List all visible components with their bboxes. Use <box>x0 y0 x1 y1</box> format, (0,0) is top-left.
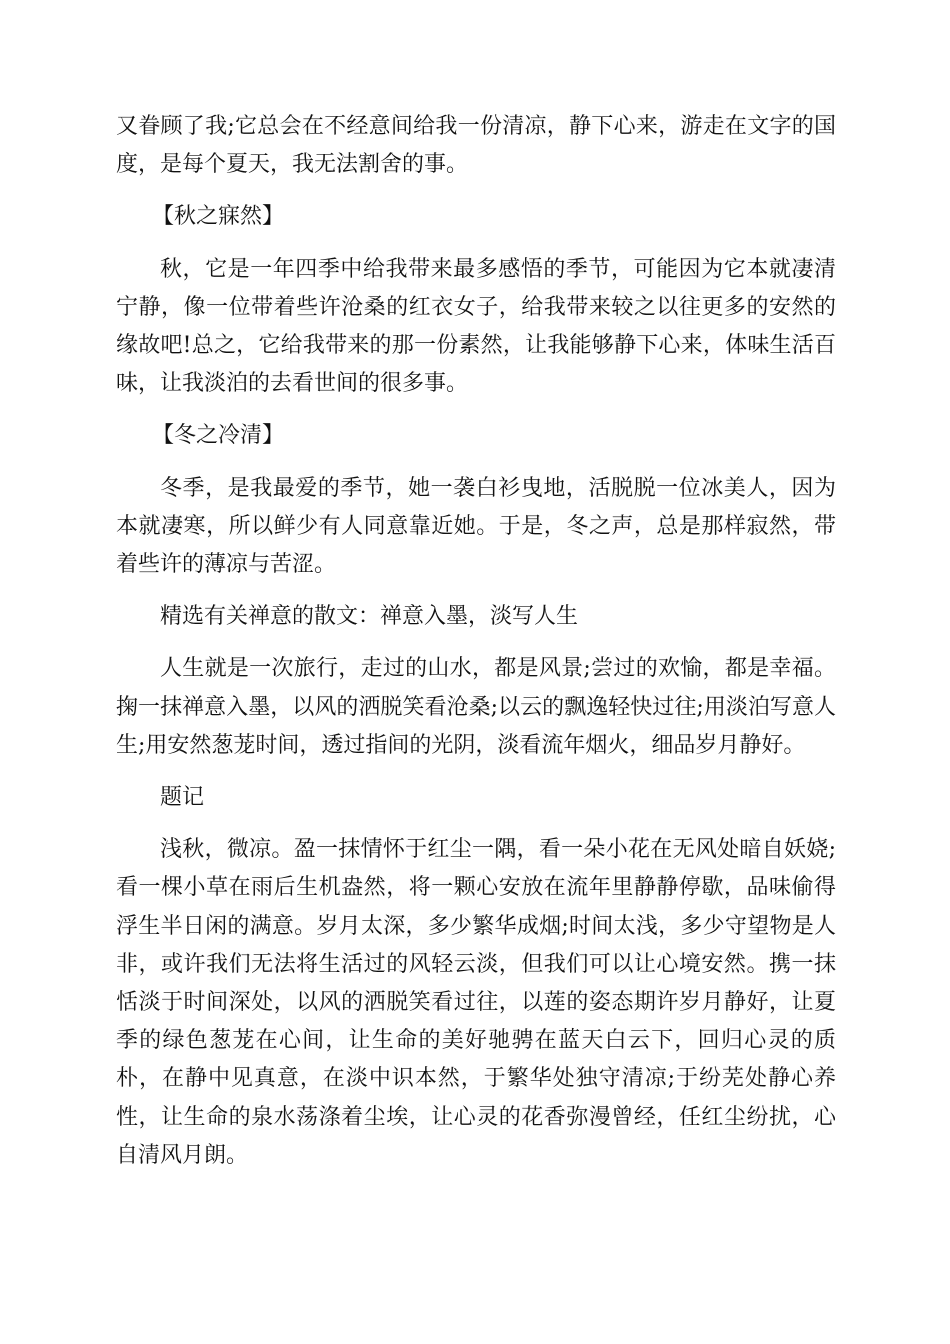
document-page <box>116 108 836 1175</box>
paragraph-life-journey: 人生就是一次旅行，走过的山水，都是风景;尝过的欢愉，都是幸福。掬一抹禅意入墨，以风的洒脱笑看沧桑;以云的飘逸轻快过往;用淡泊写意人生;用安然葱茏时间，透过指间的光阴，淡看流年烟火，细品岁月静好。 <box>116 656 836 758</box>
paragraph-autumn: 秋，它是一年四季中给我带来最多感悟的季节，可能因为它本就凄清宁静，像一位带着些许沧桑的红衣女子，给我带来较之以往更多的安然的缘故吧!总之，它给我带来的那一份素然，让我能够静下心来，体味生活百味，让我淡泊的去看世间的很多事。 <box>116 256 836 397</box>
paragraph-winter: 冬季，是我最爱的季节，她一袭白衫曳地，活脱脱一位冰美人，因为本就凄寒，所以鲜少有人同意靠近她。于是，冬之声，总是那样寂然，带着些许的薄凉与苦涩。 <box>116 475 836 578</box>
epigraph-label: 题记 <box>160 785 205 811</box>
section-heading-autumn: 【秋之寐然】 <box>152 204 285 230</box>
paragraph-early-autumn: 浅秋，微凉。盈一抹情怀于红尘一隅，看一朵小花在无风处暗自妖娆;看一棵小草在雨后生机盎然，将一颗心安放在流年里静静停歇，品味偷得浮生半日闲的满意。岁月太深，多少繁华成烟;时间太浅，多少守望物是人非，或许我们无法将生活过的风轻云淡，但我们可以让心境安然。携一抹恬淡于时间深处，以风的洒脱笑看过往，以莲的姿态期许岁月静好，让夏季的绿色葱茏在心间，让生命的美好驰骋在蓝天白云下，回归心灵的质朴，在静中见真意，在淡中识本然，于繁华处独守清凉;于纷芜处静心养性，让生命的泉水荡涤着尘埃，让心灵的花香弥漫曾经，任红尘纷扰，心自清风月朗。 <box>116 837 836 1168</box>
paragraph-summer-continuation: 又眷顾了我;它总会在不经意间给我一份清凉，静下心来，游走在文字的国度，是每个夏天，我无法割舍的事。 <box>116 114 836 178</box>
article-title: 精选有关禅意的散文：禅意入墨，淡写人生 <box>160 604 579 630</box>
section-heading-winter: 【冬之冷清】 <box>152 423 285 449</box>
